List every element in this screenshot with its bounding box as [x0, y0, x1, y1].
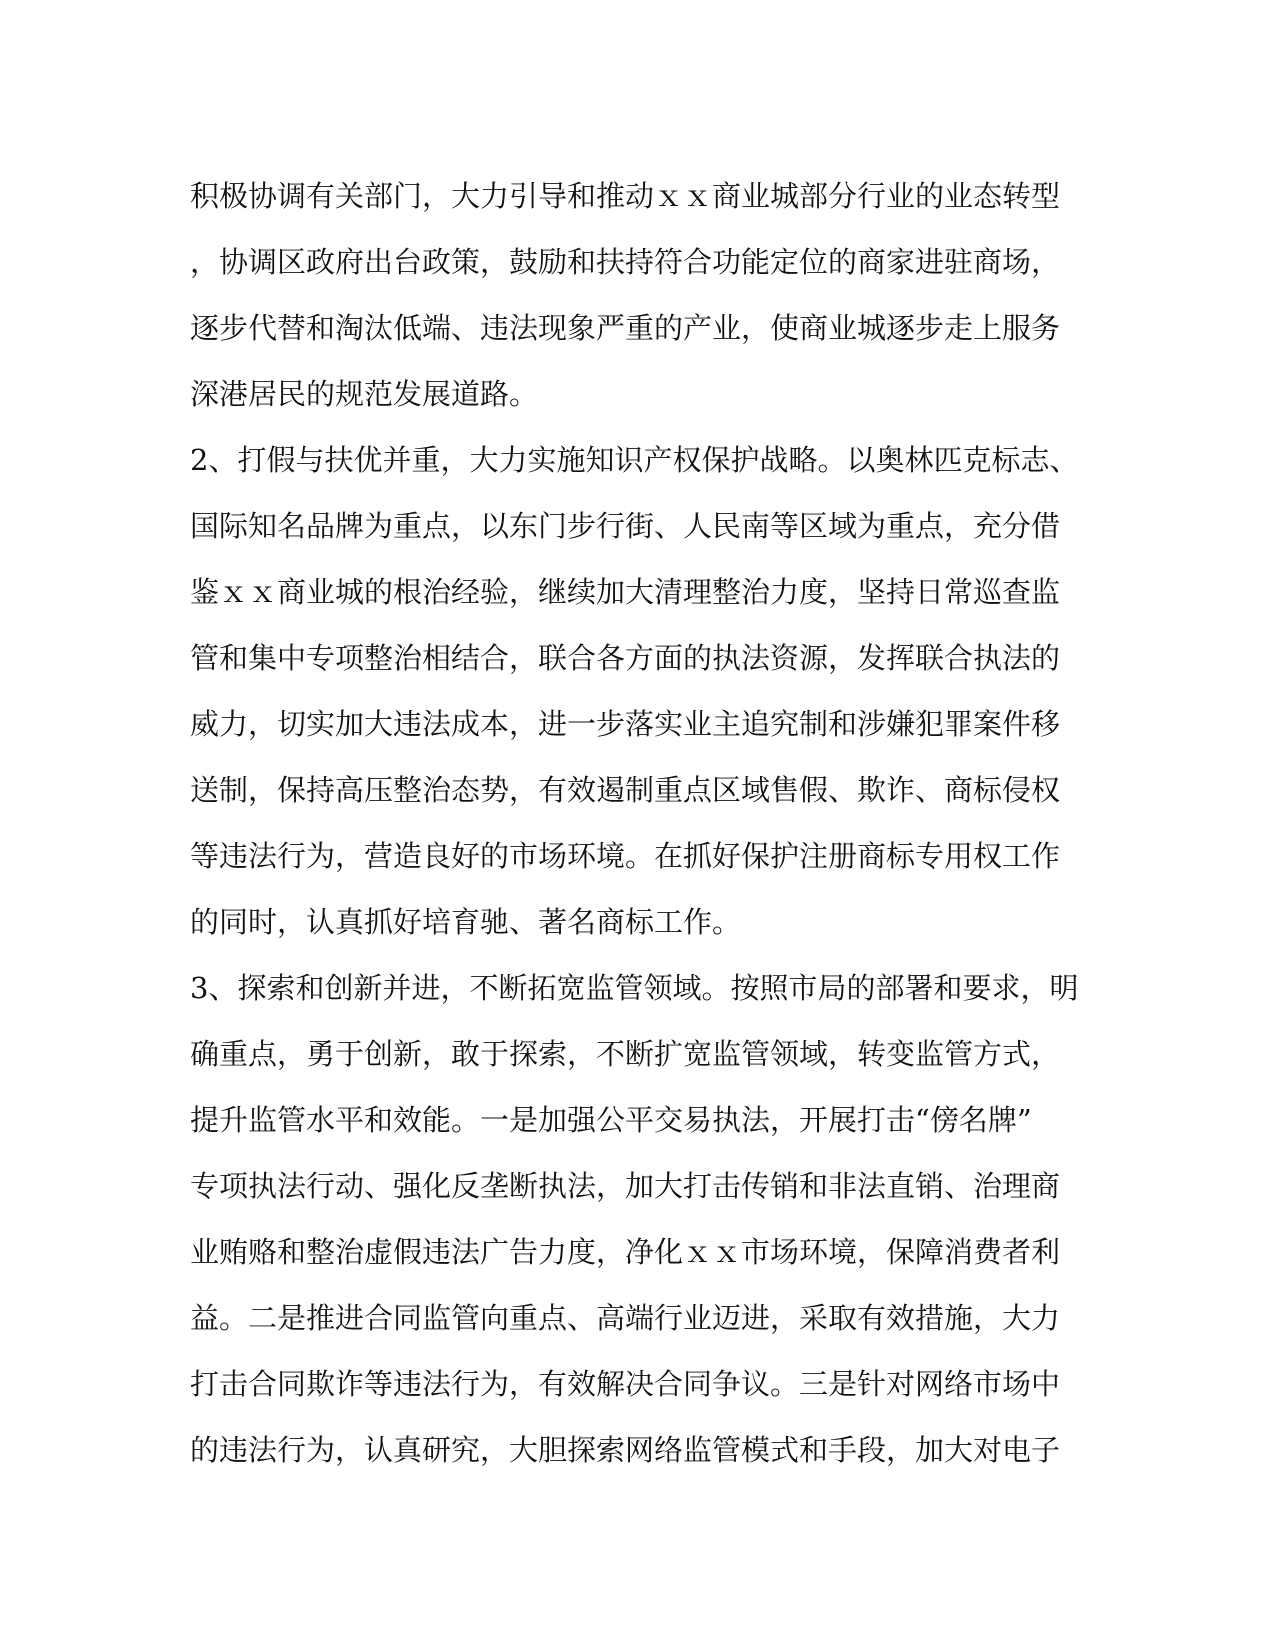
text-line: 业贿赂和整治虚假违法广告力度，净化ｘｘ市场环境，保障消费者利 — [190, 1235, 1061, 1269]
text-line: 国际知名品牌为重点，以东门步行街、人民南等区域为重点，充分借 — [190, 509, 1061, 543]
text-line: 的同时，认真抓好培育驰、著名商标工作。 — [190, 905, 742, 939]
text-line: 专项执法行动、强化反垄断执法，加大打击传销和非法直销、治理商 — [190, 1169, 1061, 1203]
text-line: 深港居民的规范发展道路。 — [190, 377, 539, 411]
text-line: 等违法行为，营造良好的市场环境。在抓好保护注册商标专用权工作 — [190, 839, 1061, 873]
text-line: 的违法行为，认真研究，大胆探索网络监管模式和手段，加大对电子 — [190, 1433, 1061, 1467]
text-line: 管和集中专项整治相结合，联合各方面的执法资源，发挥联合执法的 — [190, 641, 1061, 675]
text-line: 送制，保持高压整治态势，有效遏制重点区域售假、欺诈、商标侵权 — [190, 773, 1061, 807]
text-line: 确重点，勇于创新，敢于探索，不断扩宽监管领域，转变监管方式， — [190, 1037, 1061, 1071]
text-line: 威力，切实加大违法成本，进一步落实业主追究制和涉嫌犯罪案件移 — [190, 707, 1061, 741]
text-line: 3、探索和创新并进，不断拓宽监管领域。按照市局的部署和要求，明 — [190, 971, 1079, 1005]
text-line: 益。二是推进合同监管向重点、高端行业迈进，采取有效措施，大力 — [190, 1301, 1061, 1335]
text-line: 积极协调有关部门，大力引导和推动ｘｘ商业城部分行业的业态转型 — [190, 179, 1061, 213]
text-line: 提升监管水平和效能。一是加强公平交易执法，开展打击“傍名牌” — [190, 1103, 1032, 1137]
text-line: 2、打假与扶优并重，大力实施知识产权保护战略。以奥林匹克标志、 — [190, 443, 1079, 477]
text-line: 打击合同欺诈等违法行为，有效解决合同争议。三是针对网络市场中 — [190, 1367, 1061, 1401]
text-line: 逐步代替和淘汰低端、违法现象严重的产业，使商业城逐步走上服务 — [190, 311, 1061, 345]
text-line: ，协调区政府出台政策，鼓励和扶持符合功能定位的商家进驻商场， — [190, 245, 1061, 279]
body-text — [190, 163, 1090, 1483]
text-line: 鉴ｘｘ商业城的根治经验，继续加大清理整治力度，坚持日常巡查监 — [190, 575, 1061, 609]
